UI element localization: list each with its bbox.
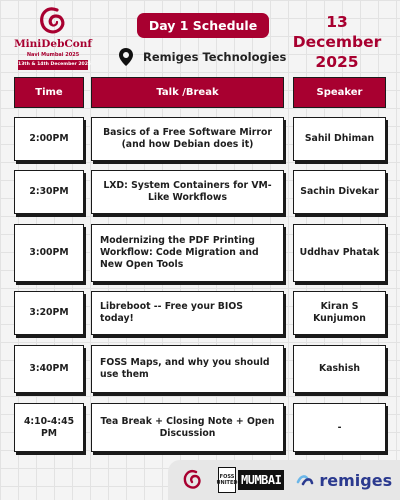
minidebconf-logo	[14, 4, 92, 72]
foss-united-line2: UNITED	[216, 480, 238, 486]
table-row-talk: Libreboot -- Free your BIOS today!	[91, 291, 284, 335]
table-row-speaker: Kashish	[293, 345, 386, 393]
remiges-wordmark: remiges	[319, 470, 393, 490]
column-header-time: Time	[14, 77, 84, 108]
table-row-time: 4:10-4:45 PM	[14, 403, 84, 452]
venue-name: Remiges Technologies	[143, 50, 287, 64]
table-row-talk: LXD: System Containers for VM-Like Workflows	[91, 170, 284, 214]
event-date-day: 13 December	[292, 13, 382, 51]
table-row-speaker: Sachin Divekar	[293, 170, 386, 214]
table-row-time: 3:40PM	[14, 345, 84, 393]
map-pin-icon	[119, 48, 133, 66]
table-row-talk: Basics of a Free Software Mirror (and how Debian does it)	[91, 117, 284, 161]
event-date-year: 2025	[315, 53, 359, 71]
table-row-time: 2:30PM	[14, 170, 84, 214]
table-row-speaker: Sahil Dhiman	[293, 117, 386, 161]
logo-dates: 13th & 14th December 2025	[18, 60, 88, 70]
remiges-logo-icon	[296, 473, 314, 487]
table-row-speaker: -	[293, 403, 386, 452]
mumbai-wordmark: MUMBAI	[238, 470, 284, 490]
foss-united-logo	[218, 467, 236, 493]
venue	[119, 46, 286, 68]
table-row-time: 3:00PM	[14, 224, 84, 282]
logo-title: MiniDebConf	[14, 38, 92, 50]
column-header-talk: Talk /Break	[91, 77, 284, 108]
table-row-speaker: Uddhav Phatak	[293, 224, 386, 282]
column-header-speaker: Speaker	[293, 77, 386, 108]
debian-logo-icon	[182, 468, 204, 492]
table-row-time: 3:20PM	[14, 291, 84, 335]
day-schedule-badge: Day 1 Schedule	[137, 13, 269, 38]
table-row-speaker: Kiran S Kunjumon	[293, 291, 386, 335]
table-row-time: 2:00PM	[14, 117, 84, 161]
sponsor-footer	[168, 460, 400, 500]
event-date	[284, 12, 390, 72]
debian-swirl-icon	[37, 4, 69, 38]
table-row-talk: Tea Break + Closing Note + Open Discussion	[91, 403, 284, 452]
table-row-talk: FOSS Maps, and why you should use them	[91, 345, 284, 393]
table-row-talk: Modernizing the PDF Printing Workflow: Code Migration and New Open Tools	[91, 224, 284, 282]
logo-subtitle: Navi Mumbai 2025	[26, 52, 80, 58]
foss-united-line1: FOSS	[219, 474, 235, 480]
